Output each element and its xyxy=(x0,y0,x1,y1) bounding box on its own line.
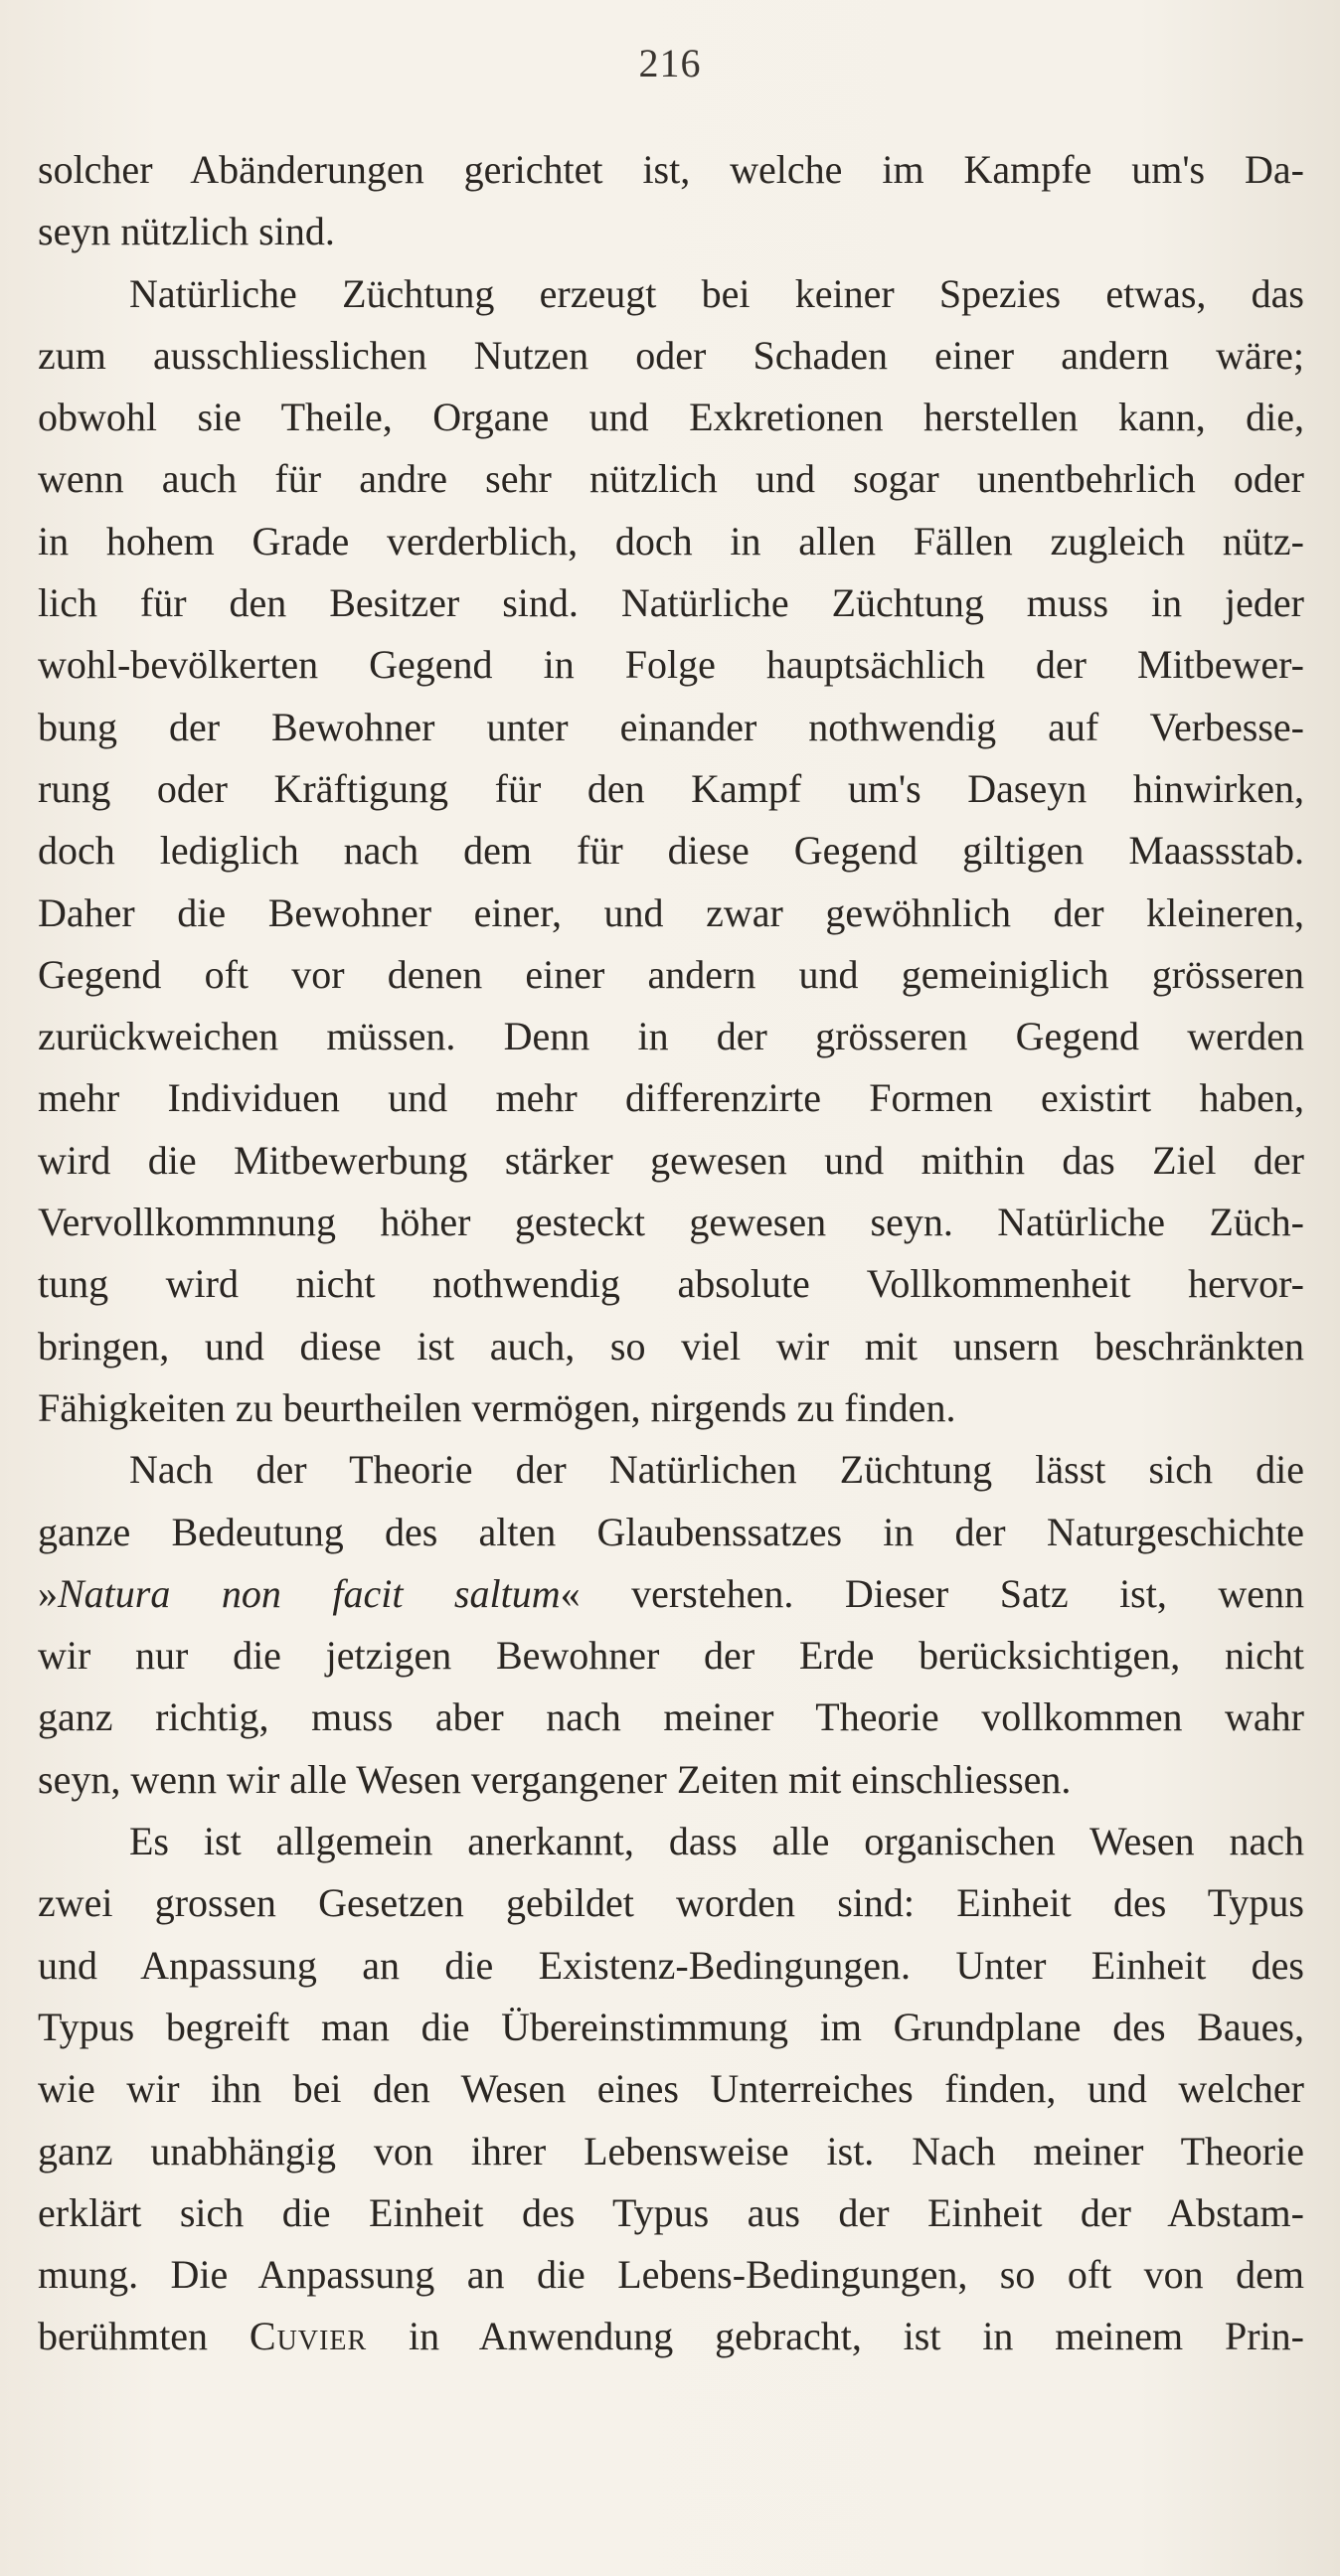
text-line xyxy=(38,820,1304,882)
text-segment: Gegend oft vor denen einer andern und gemeiniglich grösseren xyxy=(38,951,1304,997)
text-segment: « verstehen. Dieser Satz ist, wenn xyxy=(560,1570,1304,1616)
text-line xyxy=(38,511,1304,572)
text-line xyxy=(38,1253,1304,1315)
text-line xyxy=(38,1439,1304,1501)
text-segment: wird die Mitbewerbung stärker gewesen und mithin das Ziel der xyxy=(38,1137,1304,1183)
text-line xyxy=(38,2058,1304,2120)
text-segment: Natürliche Züchtung erzeugt bei keiner Spezies etwas, das xyxy=(129,270,1304,316)
text-segment: wie wir ihn bei den Wesen eines Unterreiches finden, und welcher xyxy=(38,2066,1304,2112)
text-segment: in hohem Grade verderblich, doch in allen Fällen zugleich nütz- xyxy=(38,518,1304,564)
text-segment: Daher die Bewohner einer, und zwar gewöhnlich der kleineren, xyxy=(38,889,1304,935)
text-line xyxy=(38,572,1304,634)
text-line xyxy=(38,1377,1304,1439)
text-segment: zurückweichen müssen. Denn in der grösseren Gegend werden xyxy=(38,1014,1304,1059)
text-line xyxy=(38,2306,1304,2367)
text-line xyxy=(38,1067,1304,1129)
text-segment: bung der Bewohner unter einander nothwendig auf Verbesse- xyxy=(38,704,1304,749)
text-line xyxy=(38,139,1304,201)
text-line xyxy=(38,1811,1304,1872)
text-segment: lich für den Besitzer sind. Natürliche Züchtung muss in jeder xyxy=(38,580,1304,626)
text-segment: mung. Die Anpassung an die Lebens-Bedingungen, so oft von dem xyxy=(38,2252,1304,2298)
text-line xyxy=(38,1687,1304,1748)
text-segment: bringen, und diese ist auch, so viel wir mit unsern beschränkten xyxy=(38,1323,1304,1368)
text-segment: Fähigkeiten zu beurtheilen vermögen, nirgends zu finden. xyxy=(38,1384,956,1430)
text-segment: obwohl sie Theile, Organe und Exkretionen herstellen kann, die, xyxy=(38,395,1304,440)
text-line xyxy=(38,758,1304,820)
text-segment: Nach der Theorie der Natürlichen Züchtung lässt sich die xyxy=(129,1447,1304,1493)
text-line xyxy=(38,1316,1304,1377)
text-segment: in Anwendung gebracht, ist in meinem Prin- xyxy=(367,2314,1304,2359)
text-segment: wenn auch für andre sehr nützlich und sogar unentbehrlich oder xyxy=(38,456,1304,502)
text-segment: berühmten xyxy=(38,2314,250,2359)
text-line xyxy=(38,1872,1304,1934)
text-segment: mehr Individuen und mehr differenzirte Formen existirt haben, xyxy=(38,1075,1304,1121)
text-segment: tung wird nicht nothwendig absolute Vollkommenheit hervor- xyxy=(38,1261,1304,1307)
text-line xyxy=(38,883,1304,944)
text-segment: seyn, wenn wir alle Wesen vergangener Zeiten mit einschliessen. xyxy=(38,1756,1072,1802)
text-line xyxy=(38,1997,1304,2058)
text-line xyxy=(38,387,1304,448)
text-segment: solcher Abänderungen gerichtet ist, welche im Kampfe um's Da- xyxy=(38,147,1304,192)
text-line xyxy=(38,2182,1304,2244)
text-segment: Es ist allgemein anerkannt, dass alle organischen Wesen nach xyxy=(129,1819,1304,1864)
text-segment: wohl-bevölkerten Gegend in Folge hauptsächlich der Mitbewer- xyxy=(38,642,1304,688)
text-segment: und Anpassung an die Existenz-Bedingungen. Unter Einheit des xyxy=(38,1942,1304,1988)
text-segment: Typus begreift man die Übereinstimmung im Grundplane des Baues, xyxy=(38,2004,1304,2049)
page-number: 216 xyxy=(638,41,702,85)
text-segment: ganze Bedeutung des alten Glaubenssatzes in der Naturgeschichte xyxy=(38,1509,1304,1554)
text-line xyxy=(38,697,1304,758)
text-line xyxy=(38,1749,1304,1811)
text-segment: doch lediglich nach dem für diese Gegend giltigen Maassstab. xyxy=(38,828,1304,874)
text-segment: seyn nützlich sind. xyxy=(38,209,335,254)
text-segment: » xyxy=(38,1570,58,1616)
text-line xyxy=(38,1192,1304,1253)
text-segment: Vervollkommnung höher gesteckt gewesen seyn. Natürliche Züch- xyxy=(38,1200,1304,1245)
text-line xyxy=(38,1130,1304,1192)
text-segment: wir nur die jetzigen Bewohner der Erde berücksichtigen, nicht xyxy=(38,1633,1304,1679)
text-line xyxy=(38,201,1304,262)
text-segment: rung oder Kräftigung für den Kampf um's Daseyn hinwirken, xyxy=(38,765,1304,811)
italic-phrase: Natura non facit saltum xyxy=(58,1570,561,1616)
text-line xyxy=(38,1935,1304,1997)
text-line xyxy=(38,325,1304,387)
text-segment: erklärt sich die Einheit des Typus aus der Einheit der Abstam- xyxy=(38,2189,1304,2235)
text-line xyxy=(38,1502,1304,1563)
text-line xyxy=(38,448,1304,510)
text-line xyxy=(38,263,1304,325)
text-segment: ganz unabhängig von ihrer Lebensweise ist. Nach meiner Theorie xyxy=(38,2128,1304,2174)
text-segment: ganz richtig, muss aber nach meiner Theorie vollkommen wahr xyxy=(38,1694,1304,1740)
author-name: Cuvier xyxy=(249,2314,368,2359)
text-line xyxy=(38,1625,1304,1687)
text-line xyxy=(38,1006,1304,1067)
text-line xyxy=(38,1563,1304,1625)
text-line xyxy=(38,634,1304,696)
text-line xyxy=(38,2121,1304,2182)
text-line xyxy=(38,2244,1304,2306)
text-segment: zwei grossen Gesetzen gebildet worden sind: Einheit des Typus xyxy=(38,1880,1304,1926)
text-segment: zum ausschliesslichen Nutzen oder Schaden einer andern wäre; xyxy=(38,332,1304,378)
body-text xyxy=(38,139,1304,2368)
text-line xyxy=(38,944,1304,1006)
